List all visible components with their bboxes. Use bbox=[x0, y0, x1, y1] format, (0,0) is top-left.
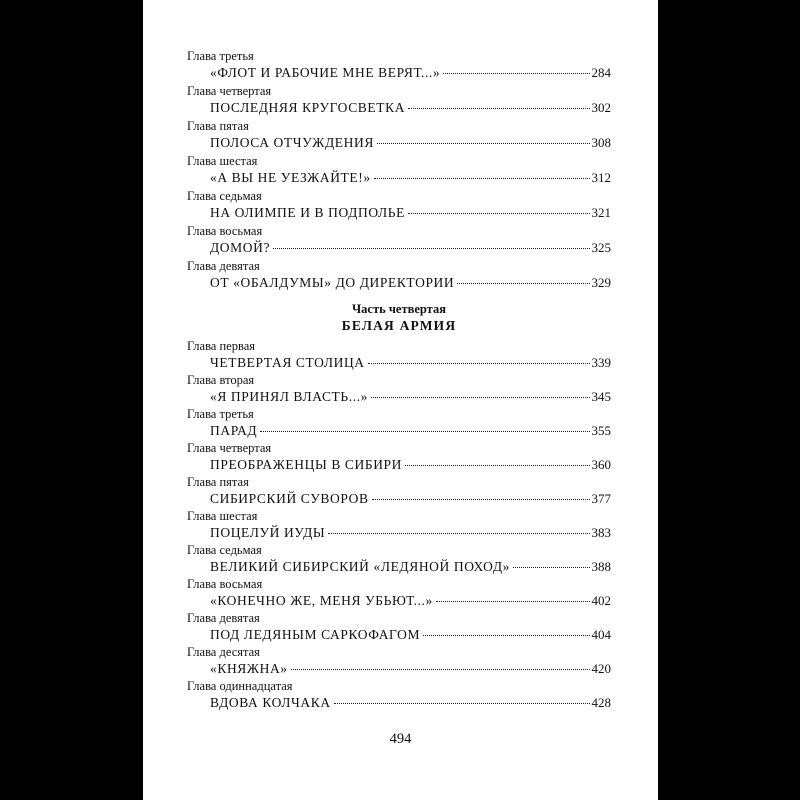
chapter-label: Глава третья bbox=[187, 49, 254, 63]
table-of-contents bbox=[187, 48, 611, 712]
chapter-title-line bbox=[210, 626, 611, 644]
toc-entry bbox=[187, 474, 611, 508]
chapter-title-line bbox=[210, 204, 611, 222]
chapter-label: Глава пятая bbox=[187, 119, 249, 133]
toc-entry bbox=[187, 610, 611, 644]
chapter-page-number: 388 bbox=[591, 559, 611, 574]
chapter-title: ПОСЛЕДНЯЯ КРУГОСВЕТКА bbox=[210, 100, 406, 115]
chapter-label: Глава восьмая bbox=[187, 577, 263, 591]
chapter-title: ПОЦЕЛУЙ ИУДЫ bbox=[210, 525, 326, 540]
part-label: Часть четвертая bbox=[352, 302, 446, 316]
chapter-page-number: 329 bbox=[591, 275, 611, 290]
chapter-title-line bbox=[210, 490, 611, 508]
chapter-title-line bbox=[210, 64, 611, 82]
chapter-title-line bbox=[210, 558, 611, 576]
chapter-title: ДОМОЙ? bbox=[210, 240, 271, 255]
toc-entry bbox=[187, 508, 611, 542]
chapter-label: Глава четвертая bbox=[187, 441, 272, 455]
page-number: 494 bbox=[389, 731, 412, 747]
chapter-title: ПОД ЛЕДЯНЫМ САРКОФАГОМ bbox=[210, 627, 421, 642]
toc-entry bbox=[187, 338, 611, 372]
toc-entry bbox=[187, 644, 611, 678]
dot-leader bbox=[408, 108, 589, 109]
dot-leader bbox=[334, 703, 590, 704]
dot-leader bbox=[405, 465, 589, 466]
dot-leader bbox=[377, 143, 590, 144]
chapter-label: Глава первая bbox=[187, 339, 256, 353]
chapter-title: ПАРАД bbox=[210, 423, 258, 438]
chapter-title-line bbox=[210, 169, 611, 187]
dot-leader bbox=[368, 363, 590, 364]
chapter-page-number: 383 bbox=[591, 525, 611, 540]
chapter-label: Глава седьмая bbox=[187, 543, 262, 557]
chapter-title-line bbox=[210, 660, 611, 678]
chapter-page-number: 308 bbox=[591, 135, 611, 150]
chapter-page-number: 284 bbox=[591, 65, 611, 80]
toc-group-part-four bbox=[187, 338, 611, 712]
chapter-title: «Я ПРИНЯЛ ВЛАСТЬ...» bbox=[210, 389, 369, 404]
toc-entry bbox=[187, 372, 611, 406]
chapter-title-line bbox=[210, 592, 611, 610]
part-title: БЕЛАЯ АРМИЯ bbox=[341, 318, 457, 333]
chapter-label: Глава седьмая bbox=[187, 189, 262, 203]
chapter-page-number: 355 bbox=[591, 423, 611, 438]
dot-leader bbox=[291, 669, 590, 670]
chapter-title: ВДОВА КОЛЧАКА bbox=[210, 695, 331, 710]
dot-leader bbox=[372, 499, 590, 500]
chapter-title-line bbox=[210, 694, 611, 712]
chapter-title: ЧЕТВЕРТАЯ СТОЛИЦА bbox=[210, 355, 365, 370]
chapter-label: Глава десятая bbox=[187, 645, 260, 659]
chapter-title: «КОНЕЧНО ЖЕ, МЕНЯ УБЬЮТ...» bbox=[210, 593, 433, 608]
chapter-label: Глава пятая bbox=[187, 475, 249, 489]
chapter-title-line bbox=[210, 134, 611, 152]
dot-leader bbox=[436, 601, 590, 602]
toc-entry bbox=[187, 678, 611, 712]
chapter-page-number: 325 bbox=[591, 240, 611, 255]
chapter-label: Глава девятая bbox=[187, 259, 260, 273]
chapter-label: Глава третья bbox=[187, 407, 254, 421]
chapter-page-number: 321 bbox=[591, 205, 611, 220]
chapter-title: ОТ «ОБАЛДУМЫ» ДО ДИРЕКТОРИИ bbox=[210, 275, 455, 290]
chapter-page-number: 428 bbox=[591, 695, 611, 710]
toc-group-part-three bbox=[187, 48, 611, 292]
chapter-label: Глава четвертая bbox=[187, 84, 272, 98]
chapter-title-line bbox=[210, 354, 611, 372]
toc-entry bbox=[187, 440, 611, 474]
chapter-page-number: 345 bbox=[591, 389, 611, 404]
chapter-label: Глава шестая bbox=[187, 154, 258, 168]
chapter-title-line bbox=[210, 524, 611, 542]
dot-leader bbox=[457, 283, 589, 284]
chapter-label: Глава восьмая bbox=[187, 224, 263, 238]
chapter-page-number: 420 bbox=[591, 661, 611, 676]
chapter-label: Глава вторая bbox=[187, 373, 255, 387]
part-heading bbox=[187, 301, 611, 335]
dot-leader bbox=[408, 213, 590, 214]
chapter-title: «ФЛОТ И РАБОЧИЕ МНЕ ВЕРЯТ...» bbox=[210, 65, 441, 80]
dot-leader bbox=[328, 533, 589, 534]
dot-leader bbox=[374, 178, 590, 179]
chapter-title-line bbox=[210, 274, 611, 292]
dot-leader bbox=[513, 567, 590, 568]
chapter-label: Глава одиннадцатая bbox=[187, 679, 293, 693]
toc-entry bbox=[187, 223, 611, 257]
chapter-title: СИБИРСКИЙ СУВОРОВ bbox=[210, 491, 369, 506]
chapter-title: ВЕЛИКИЙ СИБИРСКИЙ «ЛЕДЯНОЙ ПОХОД» bbox=[210, 559, 510, 574]
chapter-page-number: 302 bbox=[591, 100, 611, 115]
chapter-title-line bbox=[210, 456, 611, 474]
toc-entry bbox=[187, 188, 611, 222]
toc-entry bbox=[187, 118, 611, 152]
toc-entry bbox=[187, 576, 611, 610]
dot-leader bbox=[423, 635, 589, 636]
chapter-title-line bbox=[210, 422, 611, 440]
chapter-page-number: 339 bbox=[591, 355, 611, 370]
chapter-page-number: 404 bbox=[591, 627, 611, 642]
chapter-title: «КНЯЖНА» bbox=[210, 661, 288, 676]
chapter-title-line bbox=[210, 388, 611, 406]
toc-entry bbox=[187, 542, 611, 576]
dot-leader bbox=[443, 73, 589, 74]
toc-entry bbox=[187, 83, 611, 117]
chapter-title-line bbox=[210, 239, 611, 257]
chapter-label: Глава шестая bbox=[187, 509, 258, 523]
toc-entry bbox=[187, 258, 611, 292]
chapter-page-number: 377 bbox=[591, 491, 611, 506]
chapter-page-number: 402 bbox=[591, 593, 611, 608]
chapter-title: ПРЕОБРАЖЕНЦЫ В СИБИРИ bbox=[210, 457, 403, 472]
chapter-label: Глава девятая bbox=[187, 611, 260, 625]
chapter-page-number: 360 bbox=[591, 457, 611, 472]
toc-entry bbox=[187, 406, 611, 440]
chapter-page-number: 312 bbox=[591, 170, 611, 185]
dot-leader bbox=[260, 431, 589, 432]
chapter-title-line bbox=[210, 99, 611, 117]
dot-leader bbox=[273, 248, 589, 249]
chapter-title: «А ВЫ НЕ УЕЗЖАЙТЕ!» bbox=[210, 170, 371, 185]
chapter-title: НА ОЛИМПЕ И В ПОДПОЛЬЕ bbox=[210, 205, 405, 220]
toc-entry bbox=[187, 48, 611, 82]
toc-entry bbox=[187, 153, 611, 187]
chapter-title: ПОЛОСА ОТЧУЖДЕНИЯ bbox=[210, 135, 374, 150]
book-page bbox=[143, 0, 658, 800]
dot-leader bbox=[371, 397, 589, 398]
